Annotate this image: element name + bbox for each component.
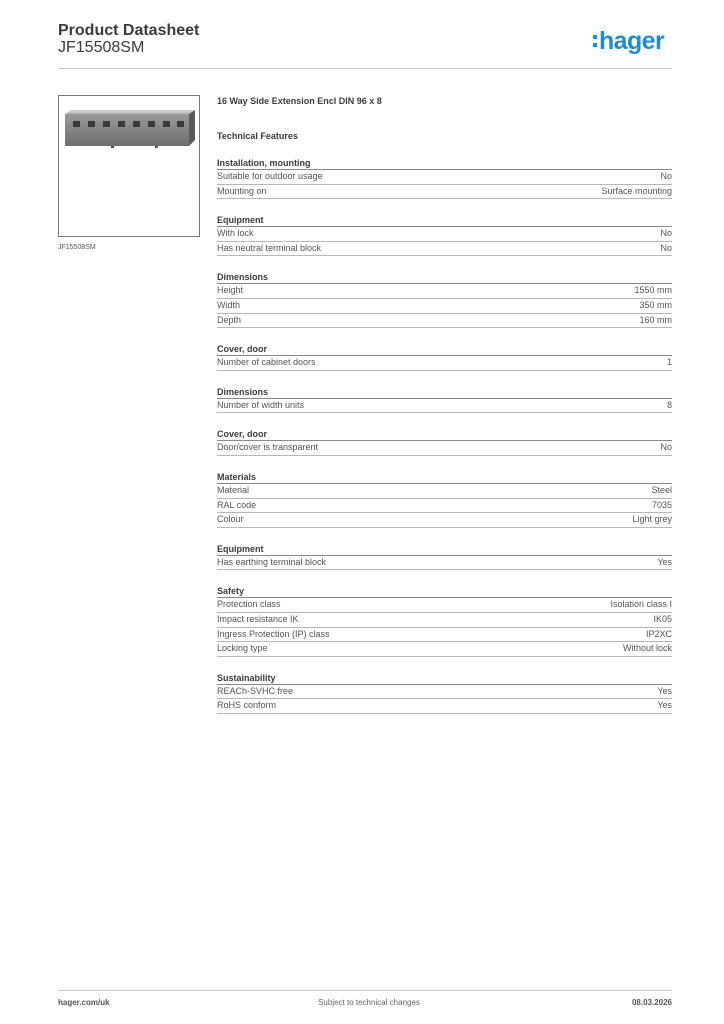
feature-label: Suitable for outdoor usage — [217, 171, 323, 181]
feature-row — [217, 170, 672, 185]
feature-group — [217, 471, 672, 528]
product-code: JF15508SM — [58, 39, 145, 56]
group-title: Equipment — [217, 543, 672, 556]
feature-row — [217, 628, 672, 643]
footer-website: hager.com/uk — [58, 998, 110, 1007]
footer-disclaimer: Subject to technical changes — [318, 998, 420, 1007]
feature-value: 1 — [666, 357, 672, 368]
feature-value: Yes — [657, 700, 672, 711]
feature-group — [217, 214, 672, 256]
feature-value: 1550 mm — [634, 285, 672, 296]
feature-value: 8 — [666, 399, 672, 410]
feature-value: Light grey — [632, 514, 672, 525]
feature-row — [217, 441, 672, 456]
feature-label: Protection class — [217, 599, 281, 610]
feature-label: Depth — [217, 314, 242, 325]
header-divider — [58, 68, 672, 69]
feature-group — [217, 672, 672, 714]
logo-wordmark: hager — [599, 27, 665, 55]
feature-value: IK05 — [653, 613, 672, 624]
feature-value: Without lock — [622, 643, 672, 654]
hager-logo — [593, 27, 664, 55]
feature-label: Number of width units — [217, 399, 305, 410]
feature-value: No — [660, 442, 672, 453]
feature-label: RAL code — [217, 499, 257, 510]
feature-label: Material — [217, 484, 250, 495]
feature-label: Height — [217, 285, 244, 296]
feature-row — [217, 513, 672, 528]
feature-label: Number of cabinet doors — [217, 357, 316, 368]
product-image-caption: JF15508SM — [58, 244, 96, 251]
feature-label: Locking type — [217, 643, 268, 654]
feature-label: With lock — [217, 228, 254, 239]
feature-group — [217, 585, 672, 656]
feature-row — [217, 499, 672, 514]
group-title: Installation, mounting — [217, 157, 672, 170]
feature-row — [217, 284, 672, 299]
feature-value: Yes — [657, 685, 672, 696]
feature-label: Mounting on — [217, 185, 267, 196]
enclosure-illustration — [59, 96, 199, 236]
feature-label: Ingress Protection (IP) class — [217, 628, 330, 639]
feature-value: IP2XC — [645, 628, 672, 639]
feature-row — [217, 699, 672, 714]
group-title: Materials — [217, 471, 672, 484]
feature-row — [217, 227, 672, 242]
technical-content — [217, 95, 672, 714]
feature-row — [217, 399, 672, 414]
feature-value: 160 mm — [639, 314, 672, 325]
feature-value: 7035 — [651, 499, 672, 510]
feature-row — [217, 613, 672, 628]
feature-row — [217, 685, 672, 700]
feature-value: No — [660, 228, 672, 239]
feature-label: RoHS conform — [217, 700, 277, 711]
feature-group — [217, 543, 672, 571]
product-name: 16 Way Side Extension Encl DIN 96 x 8 — [217, 96, 382, 106]
feature-label: Has neutral terminal block — [217, 242, 322, 253]
product-image — [58, 95, 200, 237]
feature-row — [217, 356, 672, 371]
group-title: Safety — [217, 585, 672, 598]
group-title: Equipment — [217, 214, 672, 227]
feature-group — [217, 271, 672, 328]
feature-label: Width — [217, 299, 241, 310]
page-title: Product Datasheet — [58, 22, 200, 39]
feature-group — [217, 157, 672, 199]
feature-label: REACh-SVHC free — [217, 685, 294, 696]
feature-groups — [217, 157, 672, 714]
group-title: Dimensions — [217, 271, 672, 284]
feature-row — [217, 484, 672, 499]
logo-dots-icon — [593, 35, 597, 47]
technical-features-heading: Technical Features — [217, 131, 298, 141]
feature-value: Isolation class I — [610, 599, 672, 610]
feature-value: Surface mounting — [601, 185, 672, 196]
group-title: Dimensions — [217, 386, 672, 399]
feature-group — [217, 428, 672, 456]
group-title: Cover, door — [217, 343, 672, 356]
feature-value: Yes — [657, 556, 672, 567]
feature-label: Colour — [217, 514, 244, 525]
feature-label: Door/cover is transparent — [217, 442, 319, 453]
group-title: Cover, door — [217, 428, 672, 441]
footer-divider — [58, 990, 672, 991]
feature-value: 350 mm — [639, 299, 672, 310]
feature-value: No — [660, 171, 672, 181]
feature-value: Steel — [651, 484, 672, 495]
feature-row — [217, 185, 672, 200]
feature-row — [217, 642, 672, 657]
feature-row — [217, 598, 672, 613]
feature-row — [217, 556, 672, 571]
feature-group — [217, 386, 672, 414]
group-title: Sustainability — [217, 672, 672, 685]
footer-date: 08.03.2026 — [631, 998, 672, 1007]
feature-value: No — [660, 242, 672, 253]
feature-group — [217, 343, 672, 371]
feature-label: Has earthing terminal block — [217, 556, 327, 567]
feature-row — [217, 314, 672, 329]
feature-row — [217, 299, 672, 314]
feature-row — [217, 242, 672, 257]
feature-label: Impact resistance IK — [217, 613, 299, 624]
